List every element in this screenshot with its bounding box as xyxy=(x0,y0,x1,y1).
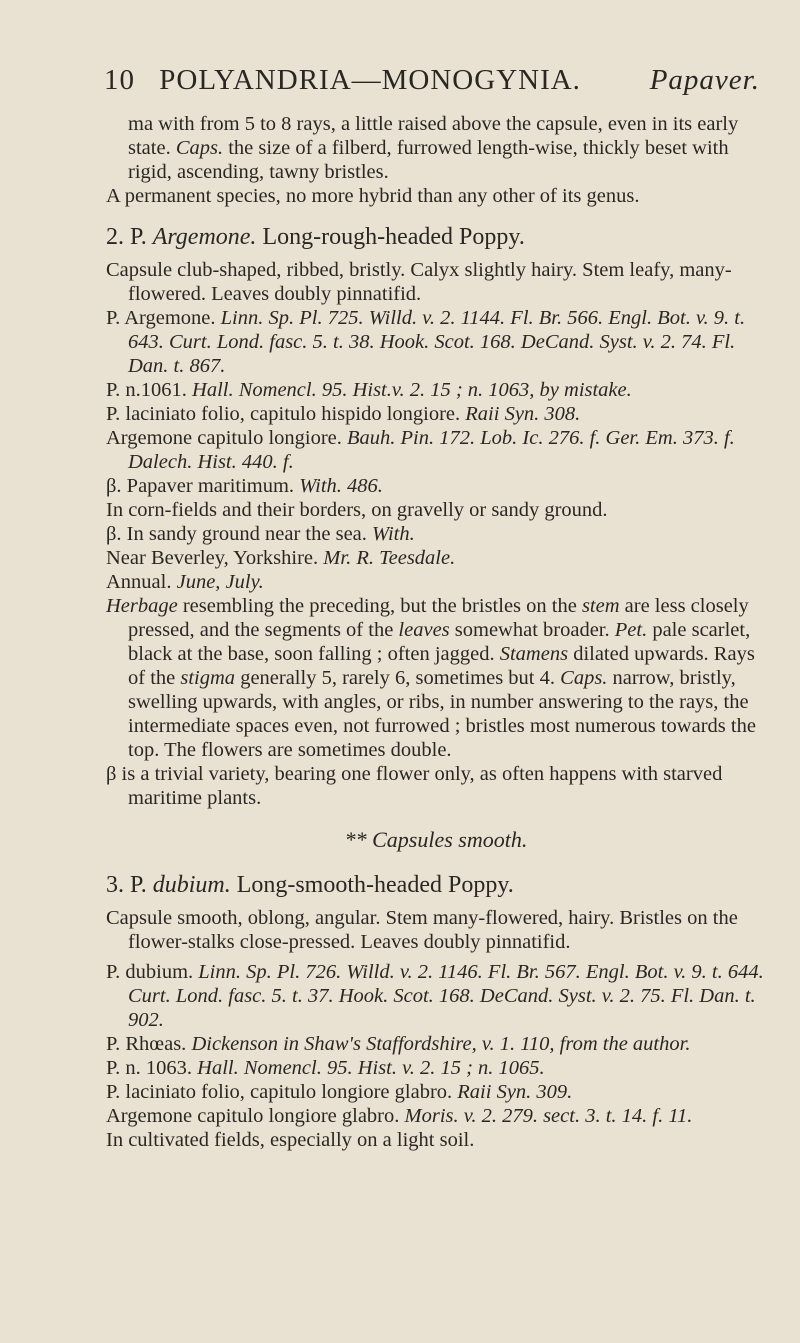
text: Moris. v. 2. 279. sect. 3. t. 14. f. 11. xyxy=(404,1105,693,1127)
text: β. Papaver maritimum. xyxy=(106,475,295,497)
text: Linn. Sp. Pl. 725. Willd. v. 2. 1144. Fl. Br. 566. Engl. Bot. v. 9. t. 643. Curt. Lond. fasc. 5. t. 38. Hook. Scot. 168. DeCand. Syst. v. 2. 74. Fl. Dan. t. 867. xyxy=(128,307,746,377)
locality xyxy=(106,546,766,570)
class-title: POLYANDRIA—MONOGYNIA. xyxy=(159,64,581,96)
text: P. Argemone. xyxy=(106,307,216,329)
text: P. laciniato folio, capitulo longiore glabro. xyxy=(106,1081,453,1103)
synonym xyxy=(106,1080,766,1104)
text: Mr. R. Teesdale. xyxy=(323,547,456,569)
genus-name: Papaver. xyxy=(649,64,760,96)
text: P. n. 1063. xyxy=(106,1057,193,1079)
text: pale scarlet, black at the base, soon falling ; often jagged. xyxy=(128,619,751,665)
text: Argemone capitulo longiore glabro. xyxy=(106,1105,400,1127)
text: Hall. Nomencl. 95. Hist.v. 2. 15 ; n. 1063, by mistake. xyxy=(192,379,632,401)
synonym xyxy=(106,426,766,474)
text: dubium. xyxy=(152,872,231,898)
duration xyxy=(106,570,766,594)
synonym xyxy=(106,474,766,498)
species-diagnosis: Capsule smooth, oblong, angular. Stem many-flowered, hairy. Bristles on the flower-stalks close-pressed. Leaves doubly pinnatifid. xyxy=(106,907,738,953)
synonym xyxy=(106,960,766,1032)
synonym xyxy=(106,1032,766,1056)
synonym xyxy=(106,402,766,426)
text: Caps. xyxy=(175,137,224,159)
text: somewhat broader. xyxy=(454,619,610,641)
text: Long-rough-headed Poppy. xyxy=(262,224,525,250)
running-header xyxy=(104,64,760,97)
text: from the author. xyxy=(559,1033,691,1055)
page-number: 10 xyxy=(104,64,135,96)
text: With. xyxy=(372,523,415,545)
text: Stamens xyxy=(499,643,569,665)
text: Linn. Sp. Pl. 726. Willd. v. 2. 1146. Fl. Br. 567. Engl. Bot. v. 9. t. 644. Curt. Lond. fasc. 5. t. 37. Hook. Scot. 168. DeCand. Syst. v. 2. 75. Fl. Dan. t. 902. xyxy=(128,961,764,1031)
text: Argemone. xyxy=(152,224,257,250)
species-heading-3 xyxy=(106,870,766,900)
text: resembling the preceding, but the bristles on the xyxy=(182,595,577,617)
text: the size of a filberd, furrowed length-wise, thickly beset with rigid, ascending, tawny bristles. xyxy=(128,137,729,183)
text: stem xyxy=(581,595,620,617)
text: P. dubium. xyxy=(106,961,194,983)
text: Near Beverley, Yorkshire. xyxy=(106,547,319,569)
habitat xyxy=(106,522,766,546)
continued-description xyxy=(106,112,766,184)
text: ma with from 5 to 8 rays, a little raised above the capsule, even in its early state. xyxy=(128,113,739,159)
text: Argemone capitulo longiore. xyxy=(106,427,342,449)
text: Annual. xyxy=(106,571,172,593)
text: generally 5, rarely 6, sometimes but 4. xyxy=(240,667,556,689)
text: Bauh. Pin. 172. Lob. Ic. 276. f. Ger. Em. 373. f. Dalech. Hist. 440. f. xyxy=(128,427,735,473)
text: 3. P. xyxy=(106,872,147,898)
text: are less closely pressed, and the segments of the xyxy=(128,595,749,641)
synonym xyxy=(106,1104,766,1128)
text: June, July. xyxy=(176,571,264,593)
text: With. 486. xyxy=(299,475,383,497)
habitat: In cultivated fields, especially on a light soil. xyxy=(106,1129,475,1151)
text: P. laciniato folio, capitulo hispido longiore. xyxy=(106,403,461,425)
species-heading-2 xyxy=(106,222,766,252)
section-heading: ** Capsules smooth. xyxy=(344,827,528,852)
text: β. In sandy ground near the sea. xyxy=(106,523,367,545)
text: Pet. xyxy=(614,619,648,641)
text: Raii Syn. 308. xyxy=(465,403,581,425)
synonym xyxy=(106,306,766,378)
habitat: In corn-fields and their borders, on gravelly or sandy ground. xyxy=(106,499,608,521)
text: Raii Syn. 309. xyxy=(457,1081,573,1103)
description xyxy=(106,594,766,762)
species-note: A permanent species, no more hybrid than any other of its genus. xyxy=(106,185,640,207)
page-body xyxy=(106,112,766,1152)
text: stigma xyxy=(180,667,236,689)
synonym xyxy=(106,378,766,402)
text: 2. P. xyxy=(106,224,147,250)
text: leaves xyxy=(398,619,450,641)
species-diagnosis: Capsule club-shaped, ribbed, bristly. Calyx slightly hairy. Stem leafy, many-flowered. Leaves doubly pinnatifid. xyxy=(106,259,732,305)
synonym xyxy=(106,1056,766,1080)
text: narrow, bristly, swelling upwards, with angles, or ribs, in number answering to the rays, the intermediate spaces even, not furrowed ; bristles most numerous towards the top. The flowers are sometimes double. xyxy=(128,667,756,761)
text: P. Rhœas. xyxy=(106,1033,187,1055)
text: Caps. xyxy=(560,667,608,689)
text: Herbage xyxy=(106,595,178,617)
variety-note: β is a trivial variety, bearing one flower only, as often happens with starved maritime plants. xyxy=(106,763,723,809)
text: Dickenson in Shaw's Staffordshire, v. 1. 110, xyxy=(191,1033,555,1055)
text: Hall. Nomencl. 95. Hist. v. 2. 15 ; n. 1065. xyxy=(197,1057,545,1079)
text: P. n.1061. xyxy=(106,379,187,401)
text: dilated upwards. Rays of the xyxy=(128,643,755,689)
text: Long-smooth-headed Poppy. xyxy=(236,872,514,898)
